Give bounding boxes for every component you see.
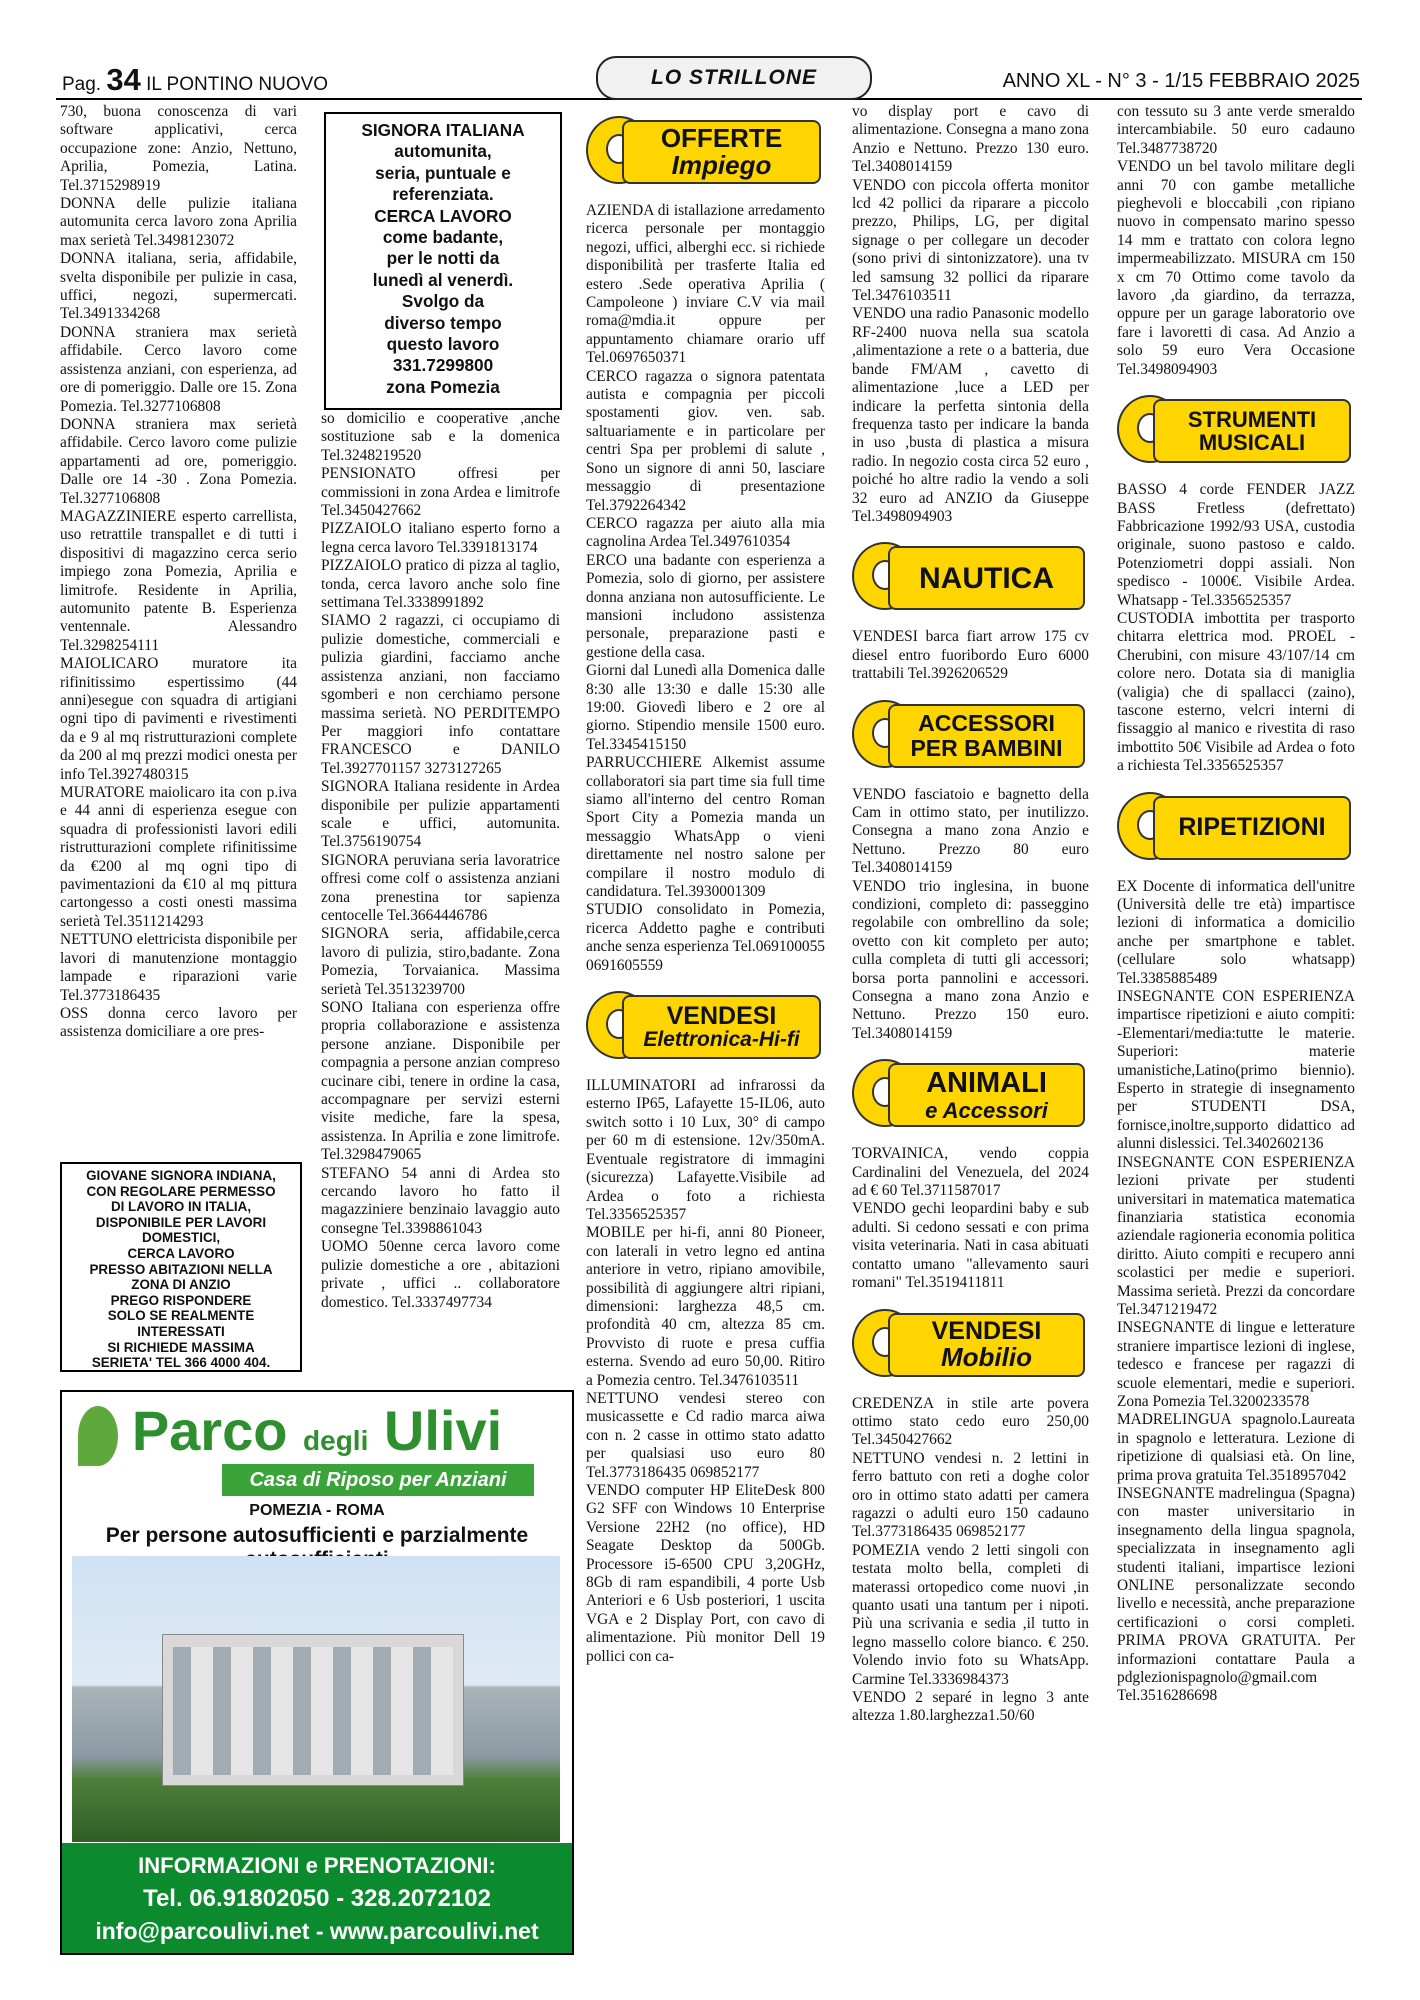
- signora-italiana-ad: [324, 112, 562, 410]
- ad-subtitle: Casa di Riposo per Anziani: [222, 1464, 534, 1496]
- box-line: SERIETA' TEL 366 4000 404.: [91, 1355, 271, 1371]
- box-line: SIGNORA ITALIANA: [361, 120, 525, 140]
- section-label: RIPETIZIONI: [1153, 796, 1351, 860]
- classified-ad: VENDO gechi leopardini baby e sub adulti. Si cedono sessati e con prima visita veterinaria. Nati in casa abituati contatto umano "allevamento sauri romani" Tel.3519411811: [852, 1200, 1089, 1292]
- classified-ad: SIGNORA peruviana seria lavoratrice offresi come colf o assistenza anziani zona prenestina tor sapienza centocelle Tel.3664446786: [321, 851, 560, 924]
- classified-ad: NETTUNO vendesi n. 2 lettini in ferro battuto con reti a doghe color oro in ottimo stato adatti per camera ragazzi o adulti euro 150 cadauno Tel.3773186435 069852177: [852, 1449, 1089, 1541]
- box-line: ZONA DI ANZIO: [131, 1277, 231, 1293]
- nautica-list: [852, 628, 1089, 683]
- page-number: 34: [106, 62, 141, 97]
- classified-ad: PARRUCCHIERE Alkemist assume collaboratori sia part time sia full time siamo all'interno del centro Roman Sport City a Pomezia manda un messaggio WhatsApp o vieni direttamente nel nostro salone per compilare il nostro modulo di candidatura. Tel.3930001309: [586, 754, 825, 901]
- ad-tagline: Per persone autosufficienti e parzialmente: [105, 1524, 529, 1547]
- parco-ulivi-ad: [60, 1390, 574, 1955]
- box-line: per le notti da: [386, 248, 500, 269]
- ripetizioni-list: [1117, 878, 1355, 1706]
- classified-ad: DONNA straniera max serietà affidabile. Cerco lavoro come pulizie appartamenti ad ore, pomeriggio. Dalle ore 14 -30 . Zona Pomezia. Tel.3277106808: [60, 415, 297, 507]
- section-nautica: [852, 534, 1089, 618]
- box-line: questo lavoro: [386, 334, 500, 355]
- classified-ad: TORVAINICA, vendo coppia Cardinalini del Venezuela, del 2024 ad € 60 Tel.3711587017: [852, 1145, 1089, 1200]
- classified-ad: NETTUNO vendesi stereo con musicassette e Cd radio marca aiwa con n. 2 casse in ottimo stato adatto per qualsiasi uso euro 80 Tel.3773186435 069852177: [586, 1389, 825, 1481]
- section-vendesi-elettronica: [586, 983, 825, 1067]
- issue-info: ANNO XL - N° 3 - 1/15 FEBBRAIO 2025: [1002, 70, 1360, 92]
- box-line: automunita,: [394, 141, 492, 162]
- box-line: INTERESSATI: [137, 1323, 225, 1339]
- classified-ad: CERCO ragazza per aiuto alla mia cagnolina Ardea Tel.3497610354: [586, 514, 825, 551]
- classified-ad: POMEZIA vendo 2 letti singoli con testata molto bella, completi di materassi ortopedico come nuovi ,in quanto usati una tantum per i nipoti. Più una scrivania e sedia ,il tutto in legno massello colore bianco. € 250. Volendo invio foto su WhatsApp. Carmine Tel.3336984373: [852, 1541, 1089, 1688]
- column-5: [1117, 103, 1355, 1706]
- section-label: NAUTICA: [888, 546, 1085, 610]
- box-line: CERCA LAVORO: [374, 205, 512, 226]
- column-4: [852, 103, 1089, 1726]
- box-line: 331.7299800: [392, 355, 494, 376]
- giovane-signora-ad: [60, 1162, 302, 1372]
- box-line: lunedì al venerdì.: [372, 269, 514, 290]
- classified-ad: PENSIONATO offresi per commissioni in zona Ardea e limitrofe Tel.3450427662: [321, 465, 560, 520]
- classified-ad: UOMO 50enne cerca lavoro come pulizie domestiche a ore , abitazioni private , uffici .. collaboratore domestico. Tel.3337497734: [321, 1238, 560, 1311]
- box-line: DI LAVORO IN ITALIA,: [110, 1199, 252, 1215]
- classified-ad: con tessuto su 3 ante verde smeraldo intercambiabile. 50 euro cadauno Tel.3487738720: [1117, 103, 1355, 157]
- classified-ad: CERCO ragazza o signora patentata autista e compagnia per piccoli spostamenti giov. ven. sab. saltuariamente e in particolare per centri Spa per problemi di salute , Sono un signore di anni 50, lasciare messaggio di presentazione Tel.3792264342: [586, 367, 825, 514]
- classified-ad: MOBILE per hi-fi, anni 80 Pioneer, con laterali in vetro legno ed antina anteriore in vetro, ripiano amovibile, possibilità di aggiungere altri ripiani, dimensioni: larghezza 48,5 cm. profondità 40 cm, altezza 85 cm. Provvisto di ruote e presa cuffia esterna. Svendo ad euro 50,00. Ritiro a Pomezia centro. Tel.3476103511: [586, 1224, 825, 1389]
- classified-ad: BASSO 4 corde FENDER JAZZ BASS Fretless (defrettato) Fabbricazione 1992/93 USA, custodia originale, suono pastoso e caldo. Potenziometri doppi assiali. Non spedisco - 1000€. Visibile Ardea. Whatsapp - Tel.3356525357: [1117, 481, 1355, 609]
- paper-name: IL PONTINO NUOVO: [146, 74, 329, 95]
- box-line: PREGO RISPONDERE: [110, 1292, 252, 1308]
- box-line: GIOVANE SIGNORA INDIANA,: [86, 1168, 276, 1183]
- classified-ad: MURATORE maiolicaro ita con p.iva e 44 anni di esperienza esegue con squadra di professionisti lavori edili ristrutturazioni complete rifinitissime da €200 al mq ogni tipo di pavimentazioni da €10 al mq pittura cartongesso a costi onesti massima serietà Tel.3511214293: [60, 784, 297, 930]
- elettronica-list: [586, 1077, 825, 1666]
- classified-ad: so domicilio e cooperative ,anche sostituzione sab e la domenica Tel.3248219520: [321, 410, 560, 464]
- classified-ad: STUDIO consolidato in Pomezia, ricerca Addetto paghe e contributi anche senza esperienza Tel.069100055 0691605559: [586, 901, 825, 974]
- section-accessori-bambini: [852, 692, 1089, 776]
- box-line: PRESSO ABITAZIONI NELLA: [89, 1261, 273, 1277]
- animali-list: [852, 1145, 1089, 1292]
- classified-ad: VENDO un bel tavolo militare degli anni 70 con gambe metalliche pieghevoli e bloccabili ,con ripiano nuovo in compensato marino spesso 14 mm e trattato con colora legno impermeabilizzato. MISURA cm 150 x cm 70 Ottimo come tavolo da lavoro ,da giardino, da terrazza, oppure per un garage laboratorio ove fare i lavoretti di casa. Ad Anzio a solo 59 euro Vera Occasione Tel.3498094903: [1117, 158, 1355, 378]
- bambini-list: [852, 786, 1089, 1044]
- ad-info: INFORMAZIONI e PRENOTAZIONI:: [138, 1853, 496, 1878]
- classified-ad: CREDENZA in stile arte povera ottimo stato cedo euro 250,00 Tel.3450427662: [852, 1394, 1089, 1449]
- box-line: zona Pomezia: [386, 376, 500, 397]
- classified-ad: PIZZAIOLO italiano esperto forno a legna cerca lavoro Tel.3391813174: [321, 520, 560, 556]
- offerte-list: [586, 202, 825, 975]
- box-line: SI RICHIEDE MASSIMA: [107, 1339, 255, 1355]
- strillone-logo: LO STRILLONE: [596, 56, 872, 100]
- building-shape: [162, 1634, 464, 1786]
- column-1: [60, 103, 297, 1042]
- box-line: seria, puntuale e: [375, 162, 511, 183]
- classified-ad: DONNA delle pulizie italiana automunita cerca lavoro zona Aprilia max serietà Tel.3498123072: [60, 195, 297, 249]
- classified-ad: SIGNORA Italiana residente in Ardea disponibile per pulizie appartamenti scale e uffici, automunita. Tel.3756190754: [321, 778, 560, 851]
- box-line: SOLO SE REALMENTE: [107, 1308, 255, 1324]
- column-2: [321, 410, 560, 1312]
- page-prefix: Pag.: [62, 74, 102, 95]
- classified-ad: OSS donna cerco lavoro per assistenza domiciliare a ore pres-: [60, 1004, 297, 1041]
- box-line: DISPONIBILE PER LAVORI: [95, 1214, 267, 1230]
- section-label: VENDESI Mobilio: [888, 1313, 1085, 1377]
- elettronica-cont-list: [852, 103, 1089, 526]
- classified-ad: INSEGNANTE CON ESPERIENZA impartisce ripetizioni e aiuto compiti: -Elementari/media:tutte le materie. Superiori: materie umanistiche,Latino(primo biennio). Esperto in strategie di insegnamento per STUDENTI DSA, fornisce,inoltre,supporto didattico ad alunni dislessici. Tel.3402602136: [1117, 988, 1355, 1153]
- classified-ad: INSEGNANTE di lingue e letterature straniere impartisce lezioni di inglese, tedesco e francese per ragazzi di scuole elementari, medie e superiori. Zona Pomezia Tel.3200233578: [1117, 1319, 1355, 1410]
- classified-ad: PIZZAIOLO pratico di pizza al taglio, tonda, cerca lavoro anche solo fine settimana Tel.3338991892: [321, 557, 560, 612]
- section-animali: [852, 1051, 1089, 1135]
- mobilio-cont-list: [1117, 103, 1355, 379]
- classified-ad: INSEGNANTE madrelingua (Spagna) con master universitario in insegnamento della lingua spagnola, specializzata in insegnamento agli studenti italiani, impartisce lezioni ONLINE personalizzate secondo livello e necessità, anche preparazione certificazioni o corsi completi. PRIMA PROVA GRATUITA. Per informazioni contattare Paula a pdglezionispagnolo@gmail.com Tel.3516286698: [1117, 1485, 1355, 1705]
- page-header: [56, 62, 1362, 100]
- classified-ad: SIAMO 2 ragazzi, ci occupiamo di pulizie domestiche, commerciali e pulizia giardini, facciamo anche assistenza anziani, non facciamo sgomberi e non cerchiamo persone massima serietà. NO PERDITEMPO Per maggiori info contattare FRANCESCO e DANILO Tel.3927701157 3273127265: [321, 612, 560, 777]
- classified-ad: CUSTODIA imbottita per trasporto chitarra elettrica mod. PROEL - Cherubini, con misure 43/107/14 cm colore nero. Dotata sia di maniglia (valigia) che di spallacci (zaino), tascone esterno, velcri interni di fissaggio al manico e rivestita di raso imbottito 50€ Visibile ad Ardea o foto a richiesta Tel.3356525357: [1117, 609, 1355, 775]
- classified-ad: VENDESI barca fiart arrow 175 cv diesel entro fuoribordo Euro 6000 trattabili Tel.3926206529: [852, 628, 1089, 683]
- classified-ad: VENDO 2 separé in legno 3 ante altezza 1.80.larghezza1.50/60: [852, 1689, 1089, 1725]
- classified-ad: SIGNORA seria, affidabile,cerca lavoro di pulizia, stiro,badante. Zona Pomezia, Torvaianica. Massima serietà Tel.3513239700: [321, 925, 560, 998]
- section-offerte-impiego: [586, 108, 825, 192]
- classified-ad: vo display port e cavo di alimentazione. Consegna a mano zona Anzio e Nettuno. Prezzo 130 euro. Tel.3408014159: [852, 103, 1089, 176]
- classified-ad: DONNA italiana, seria, affidabile, svelta disponibile per pulizie in casa, uffici, negozi, supermercati. Tel.3491334268: [60, 250, 297, 323]
- ad-title: Parco degli Ulivi: [131, 1399, 503, 1462]
- classified-ad: VENDO con piccola offerta monitor lcd 42 pollici da riparare a piccolo prezzo, Philips, LG, per digital signage o per collegare un decoder (sono privi di sintonizzatore). una tv led samsung 32 pollici da riparare Tel.3476103511: [852, 176, 1089, 305]
- classified-ad: 730, buona conoscenza di vari software applicativi, cerca occupazione zone: Anzio, Nettuno, Aprilia, Pomezia, Latina. Tel.3715298919: [60, 103, 297, 194]
- classified-ad: VENDO trio inglesina, in buone condizioni, completo di: passeggino regolabile con ombrellino da sole; ovetto con kit completo per auto; culla completa di tutti gli accessori; borsa porta pannolini e accessori. Consegna a mano zona Anzio e Nettuno. Prezzo 150 euro. Tel.3408014159: [852, 877, 1089, 1042]
- section-label: ANIMALI e Accessori: [888, 1063, 1085, 1127]
- box-line: come badante,: [382, 227, 504, 248]
- box-line: Svolgo da: [401, 291, 485, 312]
- classified-ad: STEFANO 54 anni di Ardea sto cercando lavoro ho fatto il magazziniere benzinaio lavaggio auto consegne Tel.3398861043: [321, 1164, 560, 1237]
- ad-phones: Tel. 06.91802050 - 328.2072102: [143, 1885, 491, 1912]
- section-strumenti-musicali: [1117, 387, 1355, 471]
- section-label: OFFERTE Impiego: [622, 120, 821, 184]
- section-label: STRUMENTI MUSICALI: [1153, 399, 1351, 463]
- classified-ad: NETTUNO elettricista disponibile per lavori di manutenzione montaggio lampade e riparazioni varie Tel.3773186435: [60, 931, 297, 1004]
- ad-web: info@parcoulivi.net - www.parcoulivi.net: [95, 1918, 539, 1944]
- mobilio-list: [852, 1395, 1089, 1726]
- box-line: CERCA LAVORO: [127, 1245, 235, 1261]
- classified-ad: MADRELINGUA spagnolo.Laureata in spagnolo e letteratura. Lezione di ripetizione di qualsiasi età. On line, prima prova gratuita Tel.3518957042: [1117, 1411, 1355, 1484]
- box-line: CON REGOLARE PERMESSO: [86, 1183, 276, 1199]
- ad-footer: [62, 1843, 572, 1953]
- classified-ad: AZIENDA di istallazione arredamento ricerca personale per montaggio negozi, uffici, alberghi ecc. si richiede disponibilità per trasferte Italia ed estero .Sede operativa Aprilia ( Campoleone ) inviare C.V via mail roma@mdia.it oppure per appuntamento chiamare orario uff Tel.0697650371: [586, 202, 825, 367]
- ad-place: POMEZIA - ROMA: [249, 1502, 385, 1519]
- classified-ad: VENDO computer HP EliteDesk 800 G2 SFF con Windows 10 Enterprise Versione 22H2 (no office), HD Seagate Desktop da 500Gb. Processore i5-6500 CPU 3,20GHz, 8Gb di ram espandibili, 4 porte Usb Anteriori e 6 Usb posteriori, 1 uscita VGA e 2 Display Port, con cavo di alimentazione. Più monitor Dell 19 pollici con ca-: [586, 1482, 825, 1665]
- classified-ad: VENDO una radio Panasonic modello RF-2400 nuova nella sua scatola ,alimentazione a rete o a batteria, due bande FM/AM , cavetto di alimentazione ,luce a LED per indicare la perfetta sintonia della frequenza tasto per indicare la banda in uso ,busta di plastica a misura radio. In negozio costa circa 52 euro , poiché ho altre radio la vendo a soli 32 euro ad ANZIO da Giuseppe Tel.3498094903: [852, 305, 1089, 525]
- classified-ad: MAIOLICARO muratore ita rifinitissimo espertissimo (44 anni)esegue con squadra di artigiani ogni tipo di pavimenti e rivestimenti da e 9 al mq ristrutturazioni complete da 200 al mq prezzi modici onesta per info Tel.3927480315: [60, 655, 297, 783]
- box-line: referenziata.: [392, 184, 494, 205]
- classified-ad: ILLUMINATORI ad infrarossi da esterno IP65, Lafayette 15-IL06, auto switch sotto i 10 Lux, 30° di campo per 60 m di estensione. 12v/350mA. Eventuale registratore di immagini (sicurezza) Lafayette.Visibile ad Ardea o foto a richiesta Tel.3356525357: [586, 1077, 825, 1223]
- building-photo: [72, 1556, 560, 1842]
- classified-ad: ERCO una badante con esperienza a Pomezia, solo di giorno, per assistere donna anziana non autosufficiente. Le mansioni includono assistenza personale, preparazione pasti e gestione della casa.: [586, 551, 825, 661]
- box-line: diverso tempo: [384, 312, 502, 333]
- classified-ad: DONNA straniera max serietà affidabile. Cerco lavoro come assistenza anziani, con esperienza, ad ore di pomeriggio. Dalle ore 15. Zona Pomezia. Tel.3277106808: [60, 323, 297, 415]
- strumenti-list: [1117, 481, 1355, 776]
- section-vendesi-mobilio: [852, 1301, 1089, 1385]
- column-3: [586, 108, 825, 1666]
- classified-ad: INSEGNANTE CON ESPERIENZA lezioni private per studenti universitari in matematica matematica finanziaria statistica economia aziendale ragioneria economia politica diritto. Aiuto compiti e recupero anni scolastici per medie e superiori. Massima serietà. Prezzi da concordare Tel.3471219472: [1117, 1153, 1356, 1318]
- box-line: DOMESTICI,: [141, 1230, 221, 1246]
- section-ripetizioni: [1117, 784, 1355, 868]
- header-left: [62, 62, 328, 98]
- classified-ad: VENDO fasciatoio e bagnetto della Cam in ottimo stato, per inutilizzo. Consegna a mano zona Anzio e Nettuno. Prezzo 80 euro Tel.3408014159: [852, 785, 1089, 877]
- classified-ad: SONO Italiana con esperienza offre propria collaborazione e assistenza persone anziane. Disponibile per compagnia a persone anzian compreso cucinare cibi, tenere in ordine la casa, accompagnare per servizi esterni visite mediche, fare la spesa, assistenza. In Aprilia e zone limitrofe. Tel.3298479065: [321, 999, 560, 1164]
- classified-ad: MAGAZZINIERE esperto carrellista, uso retrattile transpallet e di tutti i dispositivi di magazzino cerca serio impiego zona Pomezia, Aprilia e limitrofe. Residente in Aprilia, automunito patente B. Esperienza ventennale. Alessandro Tel.3298254111: [60, 507, 297, 654]
- classified-ad: EX Docente di informatica dell'unitre (Università delle tre età) impartisce lezioni di informatica a domicilio anche per smartphone e tablet. (cellulare solo whatsapp) Tel.3385885489: [1117, 877, 1355, 987]
- classified-ad: Giorni dal Lunedì alla Domenica dalle 8:30 alle 13:30 e dalle 15:30 alle 19:00. Giovedì libero e 2 ore al giorno. Stipendio mensile 1500 euro. Tel.3345415150: [586, 662, 825, 753]
- section-label: ACCESSORI PER BAMBINI: [888, 704, 1085, 768]
- section-label: VENDESI Elettronica-Hi-fi: [622, 995, 821, 1059]
